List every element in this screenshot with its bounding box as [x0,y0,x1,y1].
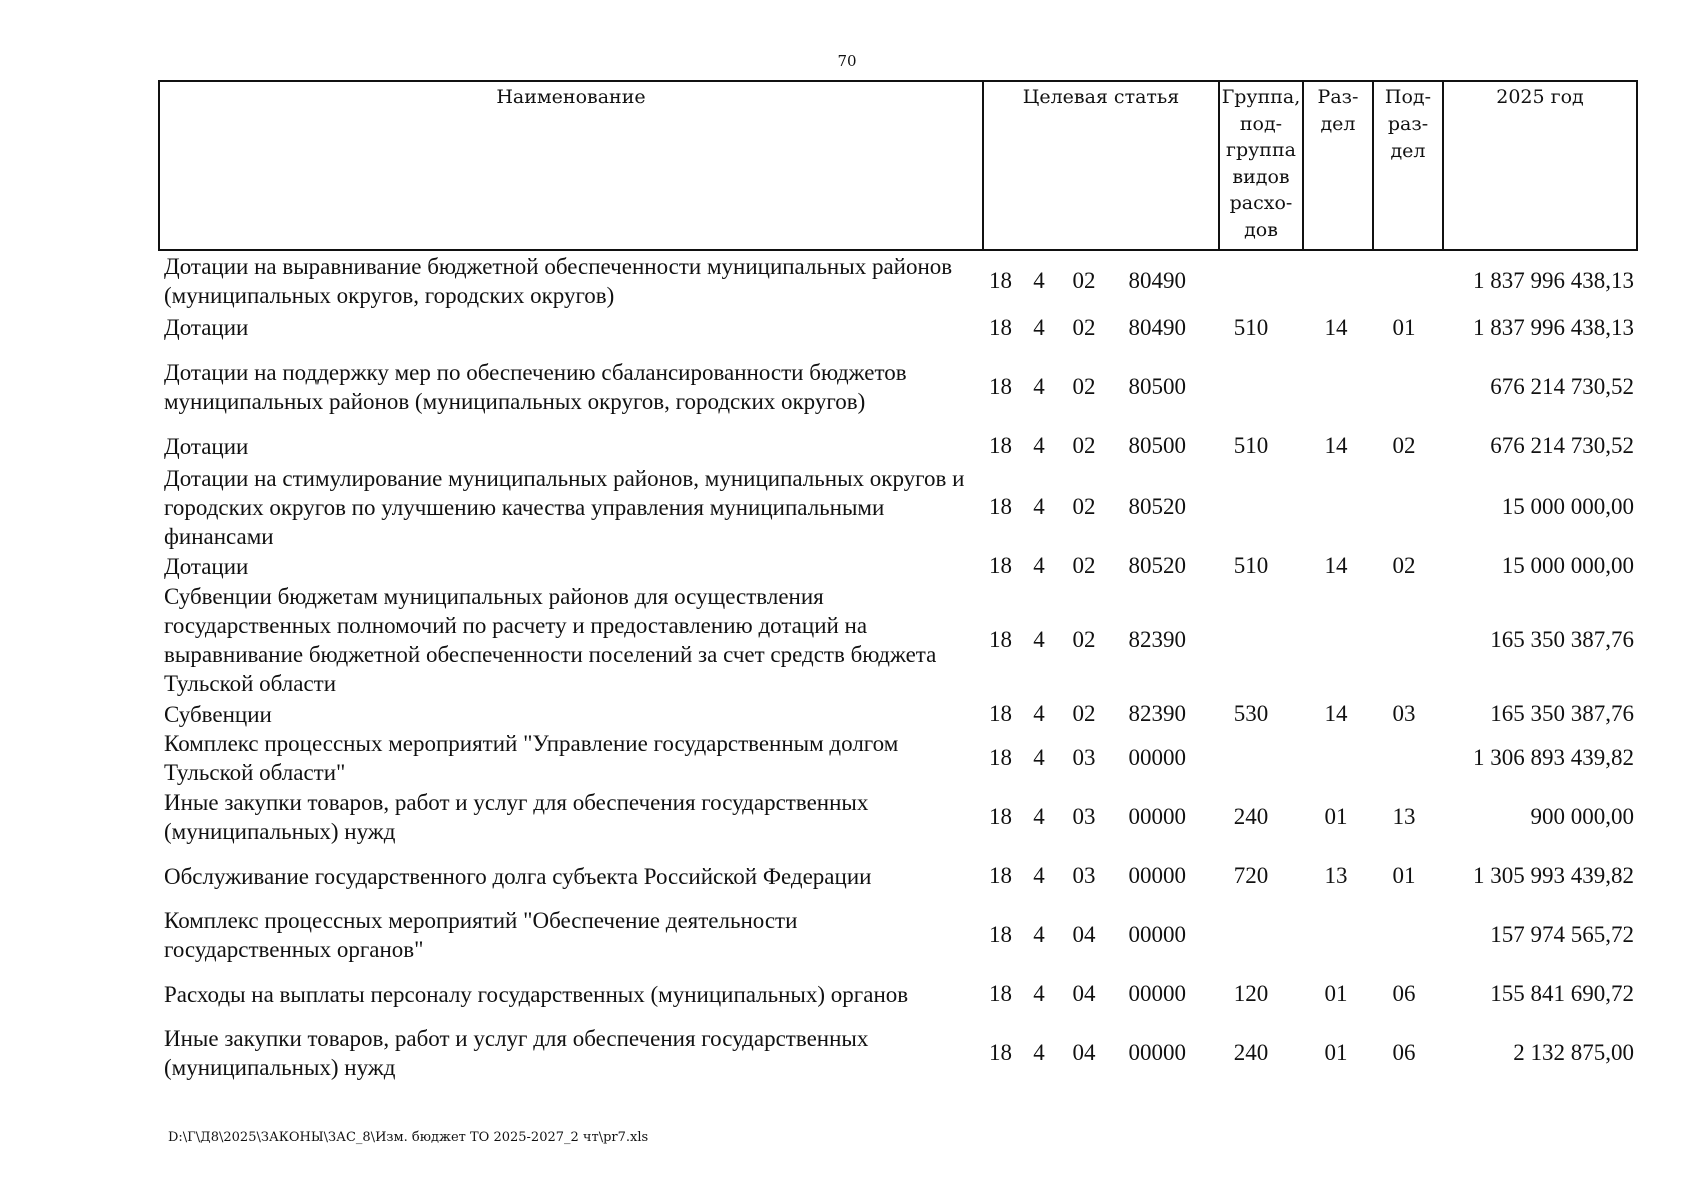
row-expense-group: 240 [1233,804,1269,829]
row-code-direction: 80490 [1128,268,1186,293]
row-code-program: 18 [989,268,1012,293]
header-section: Раз- дел [1302,82,1372,249]
table-row [158,345,1638,429]
row-code-program: 18 [989,922,1012,947]
row-code-structure: 02 [1072,268,1096,293]
row-section: 01 [1324,804,1348,829]
row-name: Дотации [164,433,249,459]
row-code-direction: 00000 [1128,922,1186,947]
row-code-type: 4 [1033,1040,1045,1065]
row-code-direction: 80520 [1128,553,1186,578]
row-code-structure: 04 [1072,981,1096,1006]
row-code-program: 18 [989,553,1012,578]
row-code-direction: 82390 [1128,627,1186,652]
row-code-structure: 02 [1072,374,1096,399]
row-amount: 15 000 000,00 [1501,494,1634,519]
row-code-type: 4 [1033,863,1045,888]
row-expense-group: 510 [1233,314,1269,340]
row-code-type: 4 [1033,981,1045,1006]
row-name: Расходы на выплаты персоналу государственных (муниципальных) органов [164,981,909,1007]
table-row [158,847,1638,905]
table-row [158,905,1638,965]
row-code-structure: 03 [1072,863,1096,888]
row-amount: 1 837 996 438,13 [1473,268,1634,293]
row-expense-group: 120 [1233,981,1269,1006]
row-code-program: 18 [989,314,1012,340]
row-code-type: 4 [1033,314,1045,340]
row-code-structure: 04 [1072,1040,1096,1065]
row-section: 14 [1324,314,1348,340]
table-row [158,787,1638,847]
header-name: Наименование [496,86,646,108]
row-section: 14 [1324,701,1348,726]
row-code-direction: 80520 [1128,494,1186,519]
row-code-structure: 02 [1072,701,1096,726]
row-code-direction: 00000 [1128,745,1186,770]
table-header [158,80,1638,251]
header-year: 2025 год [1442,82,1636,249]
row-subsection: 06 [1392,1040,1416,1065]
row-code-program: 18 [989,374,1012,399]
row-subsection: 01 [1392,863,1416,888]
row-code-program: 18 [989,804,1012,829]
row-subsection: 01 [1392,314,1416,340]
row-name: Субвенции [164,701,272,727]
row-code-type: 4 [1033,374,1045,399]
row-subsection: 13 [1392,804,1416,829]
row-code-structure: 02 [1072,627,1096,652]
row-amount: 155 841 690,72 [1490,981,1634,1006]
table-row [158,310,1638,345]
row-code-type: 4 [1033,494,1045,519]
row-code-type: 4 [1033,922,1045,947]
row-code-type: 4 [1033,268,1045,293]
row-subsection: 02 [1392,433,1416,458]
row-code-program: 18 [989,627,1012,652]
table-row [158,699,1638,729]
row-name: Дотации [164,553,249,579]
row-section: 13 [1324,863,1348,888]
row-code-type: 4 [1033,745,1045,770]
row-name: Иные закупки товаров, работ и услуг для обеспечения государственных (муниципальных) нужд [164,790,869,844]
row-subsection: 06 [1392,981,1416,1006]
row-amount: 165 350 387,76 [1490,701,1634,726]
row-code-structure: 02 [1072,314,1096,340]
table-row [158,252,1638,310]
row-code-type: 4 [1033,627,1045,652]
row-amount: 1 305 993 439,82 [1473,863,1634,888]
row-name: Комплекс процессных мероприятий "Управление государственным долгом Тульской области" [164,731,899,785]
row-name: Обслуживание государственного долга субъекта Российской Федерации [164,863,872,889]
table-row [158,551,1638,581]
row-code-type: 4 [1033,804,1045,829]
table-row [158,729,1638,787]
row-code-structure: 02 [1072,433,1096,458]
row-code-program: 18 [989,745,1012,770]
row-amount: 676 214 730,52 [1490,433,1634,458]
row-amount: 676 214 730,52 [1490,374,1634,399]
table-row [158,429,1638,463]
row-code-direction: 82390 [1128,701,1186,726]
row-code-structure: 04 [1072,922,1096,947]
row-name: Субвенции бюджетам муниципальных районов для осуществления государственных полномочий по расчету и предоставлению дотаций на выравнивание бюджетной обеспеченности поселений за счет средств бюджета Тульской области [164,584,937,696]
header-subsection: Под- раз- дел [1372,82,1442,249]
row-code-direction: 80500 [1128,374,1186,399]
row-code-type: 4 [1033,701,1045,726]
row-code-direction: 80500 [1128,433,1186,458]
row-name: Дотации на выравнивание бюджетной обеспеченности муниципальных районов (муниципальных округов, городских округов) [164,254,953,308]
row-subsection: 02 [1392,553,1416,578]
row-amount: 165 350 387,76 [1490,627,1634,652]
budget-table [158,252,1638,1083]
row-amount: 15 000 000,00 [1501,553,1634,578]
row-expense-group: 240 [1233,1040,1269,1065]
row-section: 01 [1324,1040,1348,1065]
row-expense-group: 720 [1233,863,1269,888]
row-expense-group: 510 [1233,433,1269,458]
row-code-structure: 03 [1072,804,1096,829]
row-amount: 1 306 893 439,82 [1473,745,1634,770]
row-name: Дотации на стимулирование муниципальных районов, муниципальных округов и городских округов по улучшению качества управления муниципальными финансами [164,465,965,549]
row-code-program: 18 [989,494,1012,519]
row-code-program: 18 [989,863,1012,888]
row-name: Комплекс процессных мероприятий "Обеспечение деятельности государственных органов" [164,908,798,962]
row-code-program: 18 [989,433,1012,458]
row-expense-group: 530 [1233,701,1269,726]
row-code-structure: 02 [1072,494,1096,519]
row-name: Иные закупки товаров, работ и услуг для обеспечения государственных (муниципальных) нужд [164,1026,869,1080]
row-amount: 2 132 875,00 [1513,1040,1634,1065]
row-code-type: 4 [1033,433,1045,458]
table-row [158,1023,1638,1083]
row-amount: 157 974 565,72 [1490,922,1634,947]
row-subsection: 03 [1392,701,1416,726]
row-code-type: 4 [1033,553,1045,578]
row-name: Дотации [164,315,249,340]
table-row [158,463,1638,551]
row-code-direction: 00000 [1128,804,1186,829]
row-code-direction: 80490 [1128,314,1186,340]
row-name: Дотации на поддержку мер по обеспечению сбалансированности бюджетов муниципальных районов (муниципальных округов, городских округов) [164,360,907,414]
row-amount: 900 000,00 [1530,804,1634,829]
row-code-direction: 00000 [1128,981,1186,1006]
row-code-structure: 02 [1072,553,1096,578]
row-expense-group: 510 [1233,553,1269,578]
row-code-direction: 00000 [1128,1040,1186,1065]
header-target-article: Целевая статья [982,82,1218,249]
row-code-program: 18 [989,981,1012,1006]
row-section: 01 [1324,981,1348,1006]
table-row [158,965,1638,1023]
row-code-direction: 00000 [1128,863,1186,888]
row-code-program: 18 [989,701,1012,726]
footer-file-path: D:\Г\Д8\2025\ЗАКОНЫ\ЗАС_8\Изм. бюджет ТО 2025-2027_2 чт\pr7.xls [168,1130,649,1145]
row-section: 14 [1324,553,1348,578]
page-number: 70 [837,52,857,70]
row-code-structure: 03 [1072,745,1096,770]
row-section: 14 [1324,433,1348,458]
table-row [158,581,1638,699]
row-amount: 1 837 996 438,13 [1473,314,1634,340]
header-expense-group: Группа, под- группа видов расхо- дов [1218,82,1302,249]
row-code-program: 18 [989,1040,1012,1065]
